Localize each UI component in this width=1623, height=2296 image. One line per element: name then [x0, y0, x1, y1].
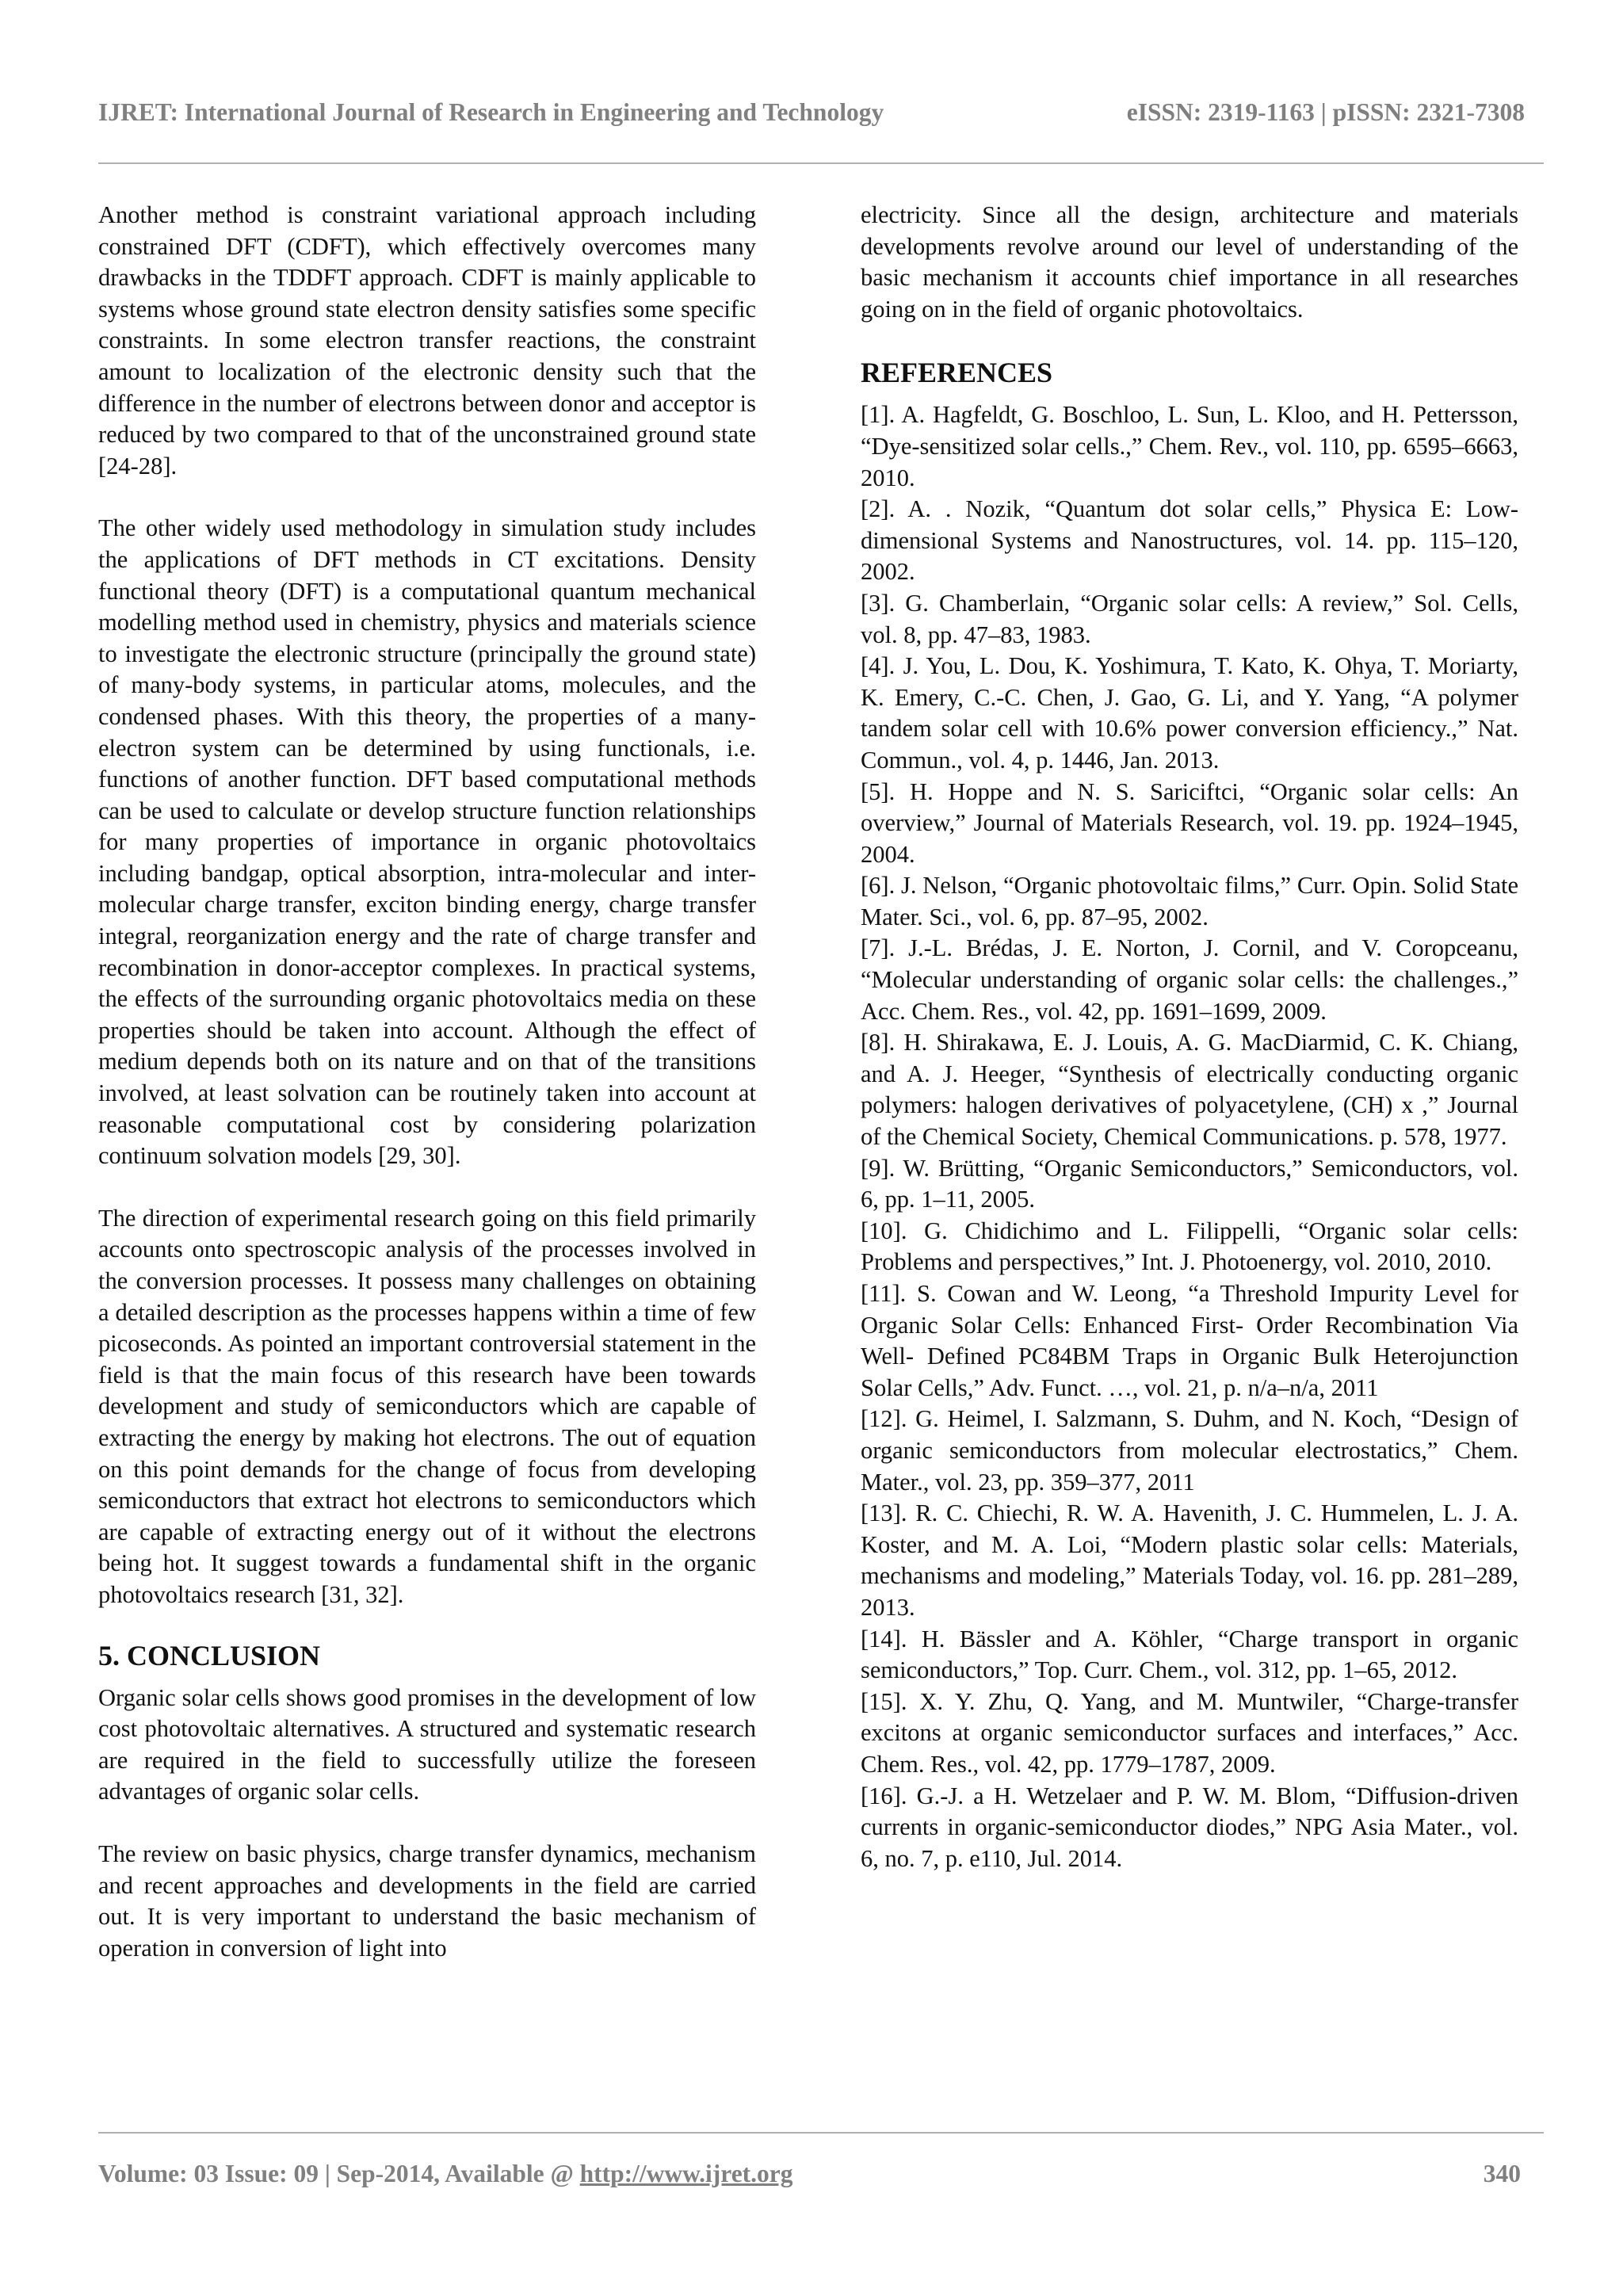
reference-item: [10]. G. Chidichimo and L. Filippelli, “Organic solar cells: Problems and perspectives,” Int. J. Photoenergy, vol. 2010, 2010.	[861, 1217, 1518, 1276]
reference-item: [7]. J.-L. Brédas, J. E. Norton, J. Cornil, and V. Coropceanu, “Molecular understanding of organic solar cells: the challenges.,” Acc. Chem. Res., vol. 42, pp. 1691–1699, 2009.	[861, 934, 1518, 1025]
reference-item: [4]. J. You, L. Dou, K. Yoshimura, T. Kato, K. Ohya, T. Moriarty, K. Emery, C.-C. Chen, J. Gao, G. Li, and Y. Yang, “A polymer tandem solar cell with 10.6% power conversion efficiency.,” Nat. Commun., vol. 4, p. 1446, Jan. 2013.	[861, 652, 1518, 774]
reference-item: [11]. S. Cowan and W. Leong, “a Threshold Impurity Level for Organic Solar Cells: Enhanced First- Order Recombination Via Well- Defined PC84BM Traps in Organic Bulk Heterojunction Solar Cells,” Adv. Funct. …, vol. 21, p. n/a–n/a, 2011	[861, 1280, 1518, 1401]
body-paragraph: Another method is constraint variational approach including constrained DFT (CDFT), which effectively overcomes many drawbacks in the TDDFT approach. CDFT is mainly applicable to systems whose ground state electron density satisfies some specific constraints. In some electron transfer reactions, the constraint amount to localization of the electronic density such that the difference in the number of electrons between donor and acceptor is reduced by two compared to that of the unconstrained ground state [24-28].	[98, 201, 756, 479]
continuation-paragraph: electricity. Since all the design, architecture and materials developments revolve around our level of understanding of the basic mechanism it accounts chief importance in all researches going on in the field of organic photovoltaics.	[861, 201, 1518, 323]
conclusion-paragraph: Organic solar cells shows good promises in the development of low cost photovoltaic alternatives. A structured and systematic research are required in the field to successfully utilize the foreseen advantages of organic solar cells.	[98, 1683, 756, 1805]
conclusion-paragraph: The review on basic physics, charge transfer dynamics, mechanism and recent approaches and developments in the field are carried out. It is very important to understand the basic mechanism of operation in conversion of light into	[98, 1839, 756, 1962]
issn-info: eISSN: 2319-1163 | pISSN: 2321-7308	[1126, 98, 1525, 126]
volume-text: Volume: 03 Issue: 09 | Sep-2014, Available @	[98, 2160, 580, 2187]
reference-item: [16]. G.-J. a H. Wetzelaer and P. W. M. Blom, “Diffusion-driven currents in organic-semiconductor diodes,” NPG Asia Mater., vol. 6, no. 7, p. e110, Jul. 2014.	[861, 1782, 1518, 1872]
references-heading: REFERENCES	[861, 357, 1053, 389]
footer-volume-info	[98, 2160, 793, 2188]
left-column	[98, 200, 756, 1964]
header-divider	[98, 162, 1544, 164]
reference-item: [14]. H. Bässler and A. Köhler, “Charge transport in organic semiconductors,” Top. Curr. Chem., vol. 312, pp. 1–65, 2012.	[861, 1625, 1518, 1684]
body-paragraph: The direction of experimental research going on this field primarily accounts onto spectroscopic analysis of the processes involved in the conversion processes. It possess many challenges on obtaining a detailed description as the processes happens within a time of few picoseconds. As pointed an important controversial statement in the field is that the main focus of this research have been towards development and study of semiconductors which are capable of extracting the energy by making hot electrons. The out of equation on this point demands for the change of focus from developing semiconductors that extract hot electrons to semiconductors which are capable of extracting energy out of it without the electrons being hot. It suggest towards a fundamental shift in the organic photovoltaics research [31, 32].	[98, 1204, 756, 1608]
conclusion-heading: 5. CONCLUSION	[98, 1639, 321, 1671]
running-header	[98, 98, 1525, 127]
reference-list	[861, 399, 1518, 1874]
reference-item: [13]. R. C. Chiechi, R. W. A. Havenith, J. C. Hummelen, L. J. A. Koster, and M. A. Loi, “Modern plastic solar cells: Materials, mechanisms and modeling,” Materials Today, vol. 16. pp. 281–289, 2013.	[861, 1499, 1518, 1621]
page-number: 340	[1483, 2160, 1521, 2187]
reference-item: [9]. W. Brütting, “Organic Semiconductors,” Semiconductors, vol. 6, pp. 1–11, 2005.	[861, 1154, 1518, 1213]
reference-item: [2]. A. . Nozik, “Quantum dot solar cells,” Physica E: Low-dimensional Systems and Nanostructures, vol. 14. pp. 115–120, 2002.	[861, 495, 1518, 586]
reference-item: [5]. H. Hoppe and N. S. Sariciftci, “Organic solar cells: An overview,” Journal of Materials Research, vol. 19. pp. 1924–1945, 2004.	[861, 777, 1518, 868]
reference-item: [1]. A. Hagfeldt, G. Boschloo, L. Sun, L. Kloo, and H. Pettersson, “Dye-sensitized solar cells.,” Chem. Rev., vol. 110, pp. 6595–6663, 2010.	[861, 401, 1518, 491]
reference-item: [3]. G. Chamberlain, “Organic solar cells: A review,” Sol. Cells, vol. 8, pp. 47–83, 1983.	[861, 589, 1518, 648]
reference-item: [15]. X. Y. Zhu, Q. Yang, and M. Muntwiler, “Charge-transfer excitons at organic semiconductor surfaces and interfaces,” Acc. Chem. Res., vol. 42, pp. 1779–1787, 2009.	[861, 1687, 1518, 1778]
running-footer	[98, 2160, 1521, 2188]
right-column	[861, 200, 1518, 1874]
journal-link[interactable]: http://www.ijret.org	[579, 2160, 793, 2187]
reference-item: [6]. J. Nelson, “Organic photovoltaic films,” Curr. Opin. Solid State Mater. Sci., vol. 6, pp. 87–95, 2002.	[861, 872, 1518, 930]
journal-title: IJRET: International Journal of Research in Engineering and Technology	[98, 98, 884, 126]
reference-item: [12]. G. Heimel, I. Salzmann, S. Duhm, and N. Koch, “Design of organic semiconductors from molecular electrostatics,” Chem. Mater., vol. 23, pp. 359–377, 2011	[861, 1405, 1518, 1496]
reference-item: [8]. H. Shirakawa, E. J. Louis, A. G. MacDiarmid, C. K. Chiang, and A. J. Heeger, “Synthesis of electrically conducting organic polymers: halogen derivatives of polyacetylene, (CH) x ,” Journal of the Chemical Society, Chemical Communications. p. 578, 1977.	[861, 1029, 1518, 1151]
body-paragraph: The other widely used methodology in simulation study includes the applications of DFT methods in CT excitations. Density functional theory (DFT) is a computational quantum mechanical modelling method used in chemistry, physics and materials science to investigate the electronic structure (principally the ground state) of many-body systems, in particular atoms, molecules, and the condensed phases. With this theory, the properties of a many-electron system can be determined by using functionals, i.e. functions of another function. DFT based computational methods can be used to calculate or develop structure function relationships for many properties of importance in organic photovoltaics including bandgap, optical absorption, intra-molecular and inter-molecular charge transfer, exciton binding energy, charge transfer integral, reorganization energy and the rate of charge transfer and recombination in donor-acceptor complexes. In practical systems, the effects of the surrounding organic photovoltaics media on these properties should be taken into account. Although the effect of medium depends both on its nature and on that of the transitions involved, at least solvation can be routinely taken into account at reasonable computational cost by considering polarization continuum solvation models [29, 30].	[98, 514, 756, 1170]
footer-divider	[98, 2132, 1544, 2134]
